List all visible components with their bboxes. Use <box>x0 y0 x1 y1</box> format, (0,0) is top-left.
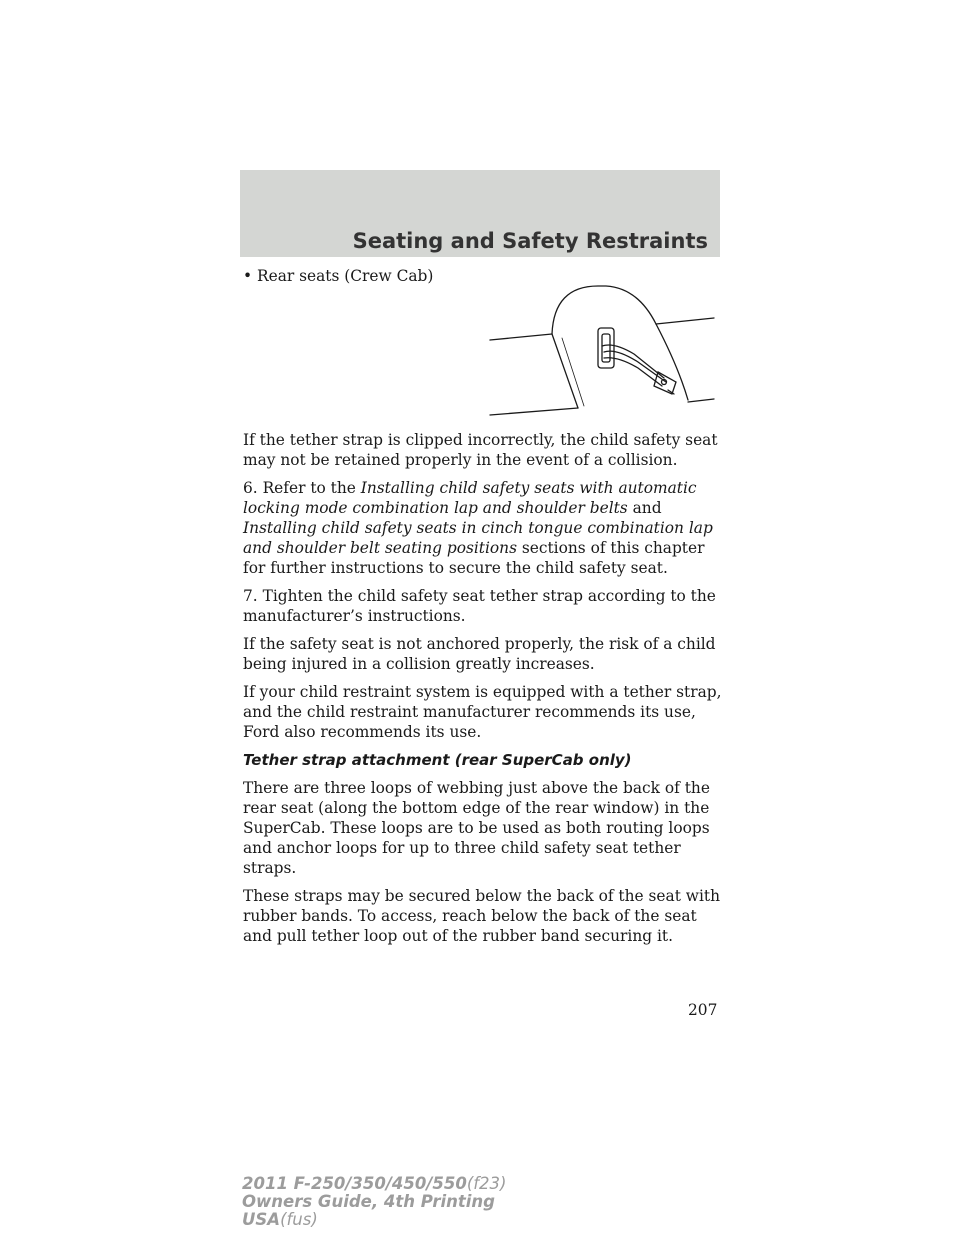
section-heading-supercab: Tether strap attachment (rear SuperCab only) <box>243 751 632 769</box>
page-number: 207 <box>688 1001 718 1019</box>
paragraph-three-loops: There are three loops of webbing just above the back of the rear seat (along the bottom edge of the rear window) in the SuperCab. These loops are to be used as both routing loops and anchor loops for up to three child safety seat tether straps. <box>243 779 710 877</box>
section-ref-automatic-locking: Installing child safety seats with automatic locking mode combination lap and shoulder belts <box>243 479 697 517</box>
header-band <box>240 170 720 257</box>
section-ref-cinch-tongue: Installing child safety seats in cinch tongue combination lap and shoulder belt seating positions <box>243 519 713 557</box>
document-footer <box>242 1175 507 1229</box>
paragraph-rubber-bands: These straps may be secured below the back of the seat with rubber bands. To access, reach below the back of the seat and pull tether loop out of the rubber band securing it. <box>243 887 720 945</box>
step-6-and: and <box>627 499 662 517</box>
footer-line-guide: Owners Guide, 4th Printing <box>242 1192 495 1211</box>
bullet-text: Rear seats (Crew Cab) <box>257 267 434 285</box>
paragraph-step-7: 7. Tighten the child safety seat tether strap according to the manufacturer’s instructions. <box>243 587 716 625</box>
step-6-suffix: sections of this chapter for further instructions to secure the child safety seat. <box>243 539 705 577</box>
bullet-item-rear-seats <box>243 266 723 286</box>
footer-line-model: 2011 F-250/350/450/550(f23) <box>242 1174 507 1193</box>
bullet-marker: • <box>243 267 253 285</box>
chapter-title: Seating and Safety Restraints <box>352 229 708 253</box>
paragraph-step-6 <box>243 478 723 578</box>
paragraph-tether-incorrect: If the tether strap is clipped incorrectly, the child safety seat may not be retained properly in the event of a collision. <box>243 431 718 469</box>
step-6-prefix: 6. Refer to the <box>243 479 361 497</box>
footer-line-region: USA(fus) <box>242 1210 318 1229</box>
paragraph-anchor-warning: If the safety seat is not anchored properly, the risk of a child being injured in a collision greatly increases. <box>243 635 716 673</box>
page-body <box>243 266 723 954</box>
paragraph-ford-recommends: If your child restraint system is equipped with a tether strap, and the child restraint manufacturer recommends its use, Ford also recommends its use. <box>243 683 722 741</box>
